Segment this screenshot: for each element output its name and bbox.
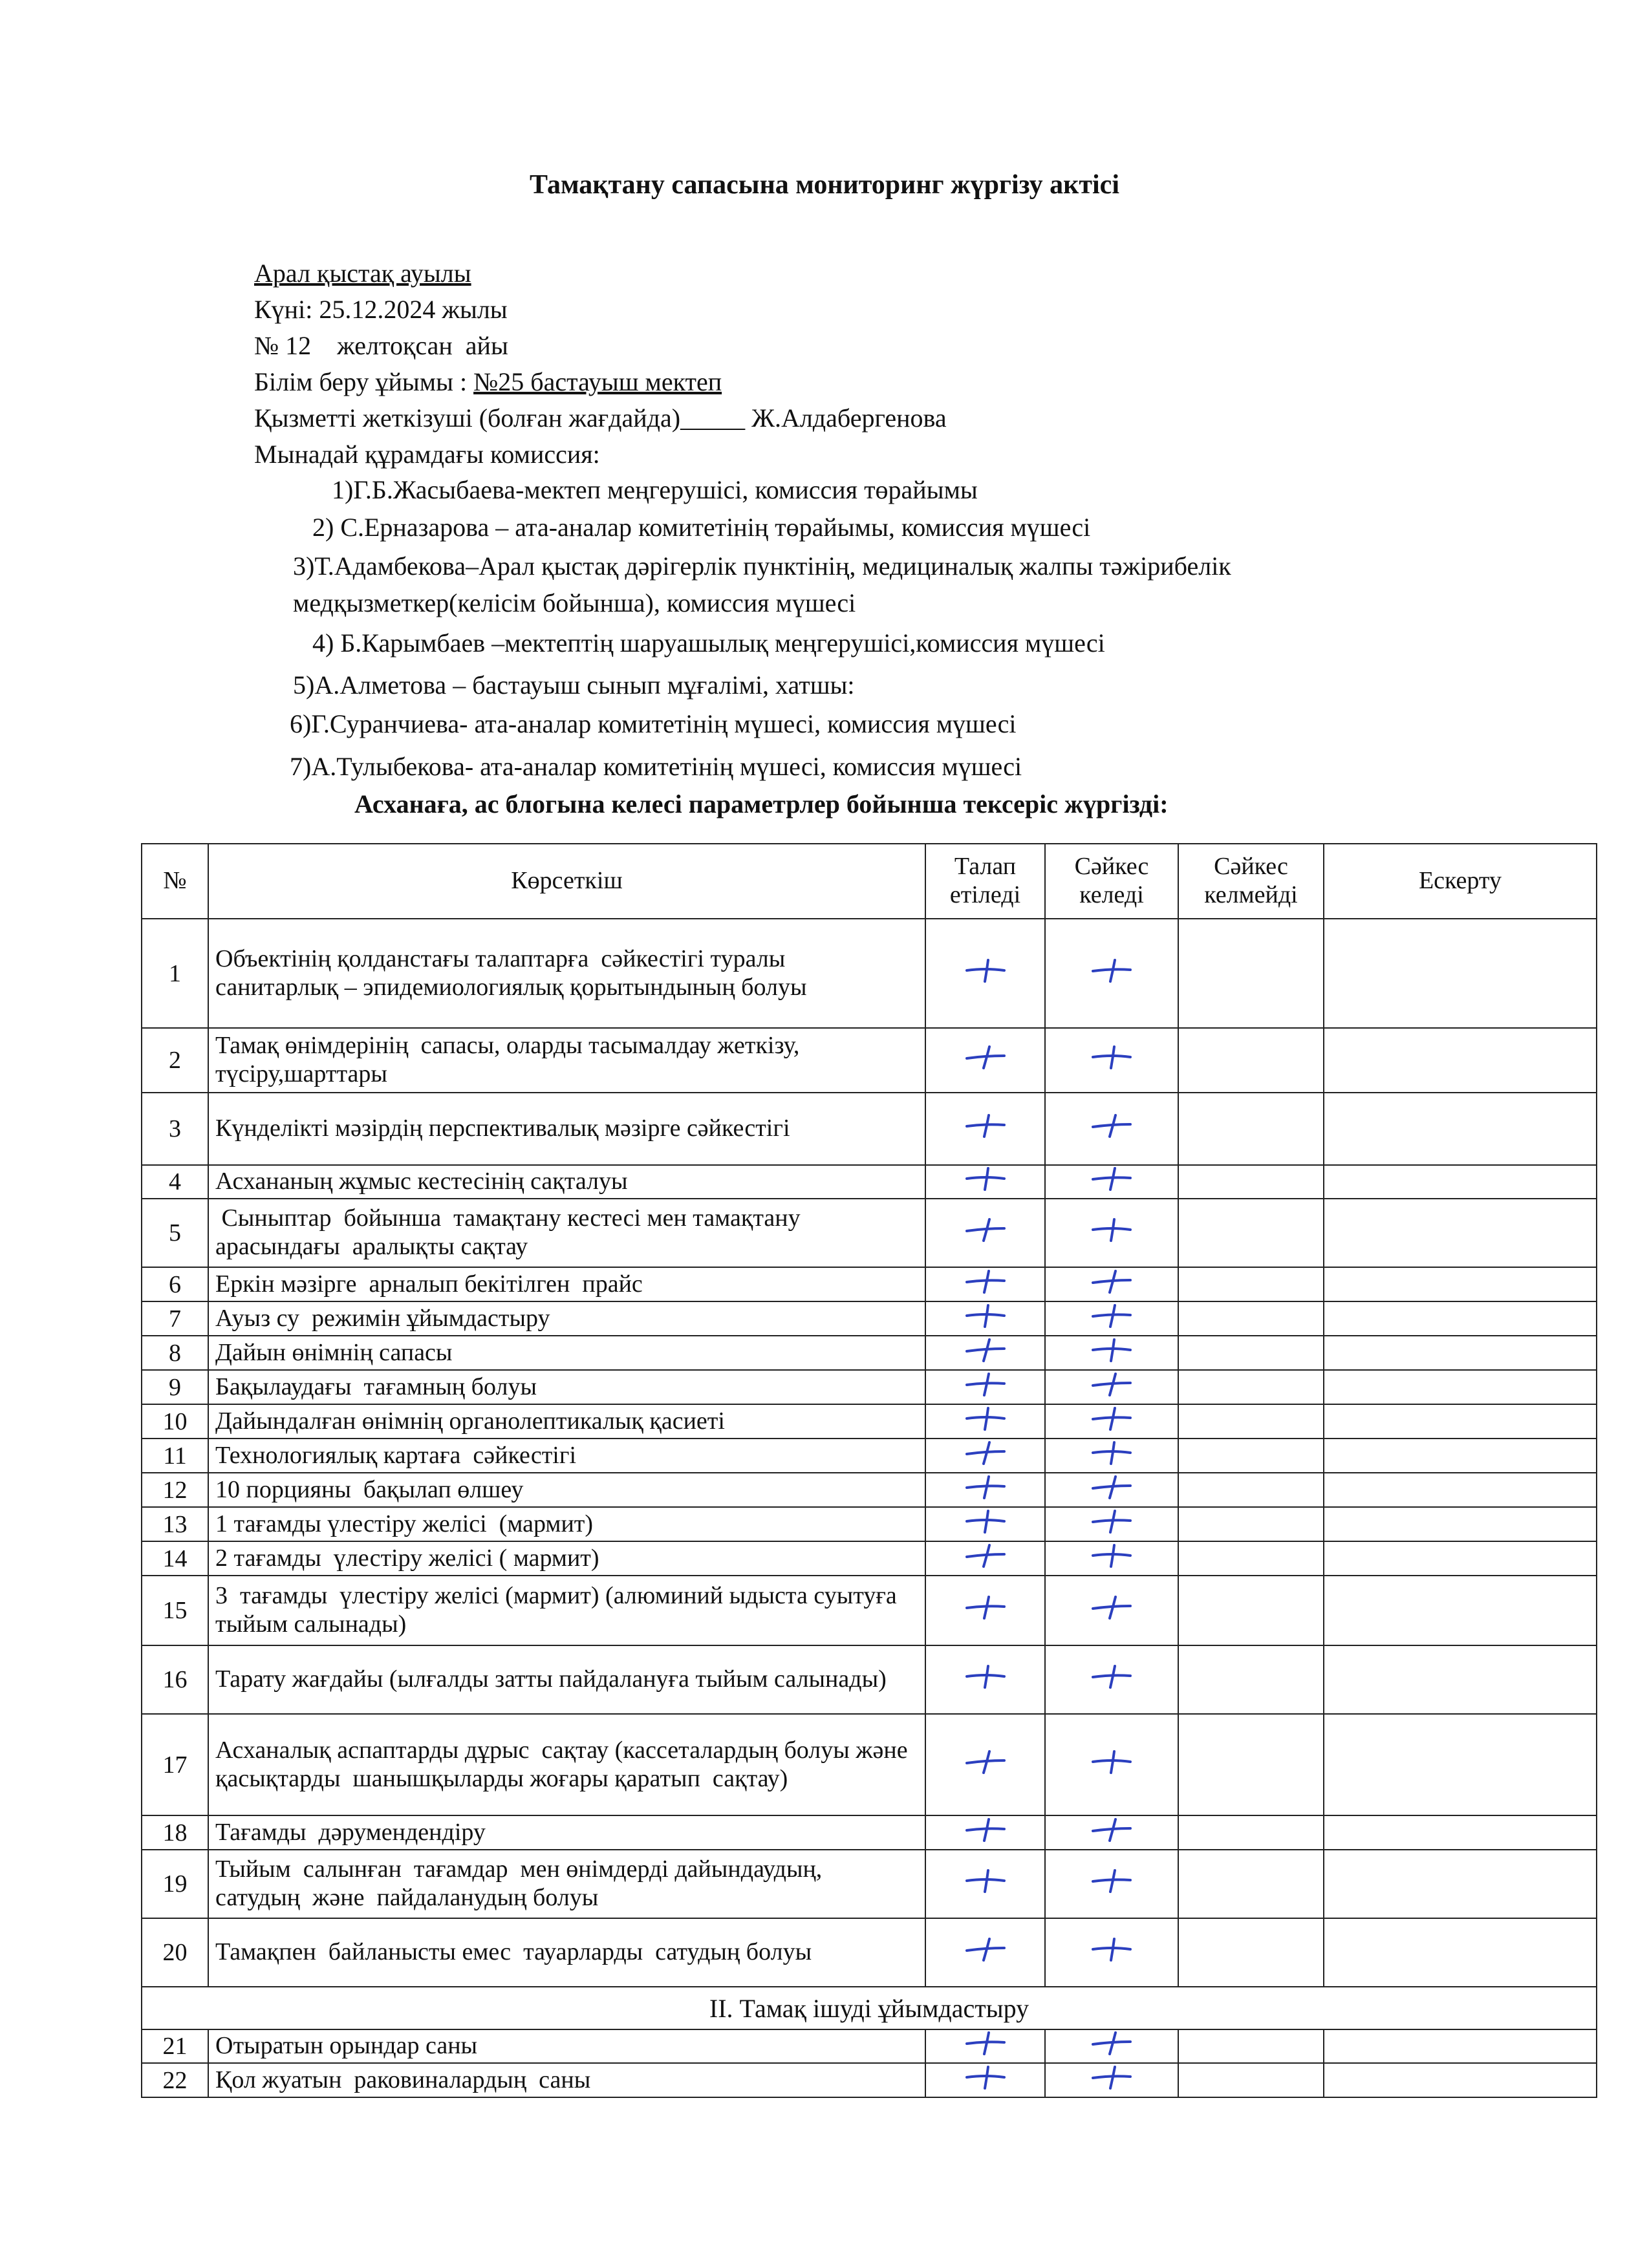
check-mark-icon (1089, 1664, 1134, 1689)
check-mark-icon (963, 957, 1008, 983)
table-row (142, 1439, 1597, 1473)
check-mark-icon (963, 1268, 1008, 1294)
inspection-table (141, 843, 1597, 2098)
compliant-mark-cell (1045, 1541, 1178, 1576)
note-cell (1324, 2063, 1597, 2097)
noncompliant-cell (1178, 1028, 1324, 1093)
check-mark-icon (963, 1594, 1008, 1620)
required-mark-cell (925, 1541, 1045, 1576)
noncompliant-cell (1178, 1850, 1324, 1918)
check-mark-icon (1089, 1303, 1134, 1329)
svg-text:+: + (1089, 1044, 1090, 1045)
note-cell (1324, 1576, 1597, 1645)
row-number: 7 (142, 1301, 208, 1336)
row-number: 2 (142, 1028, 208, 1093)
note-cell (1324, 2029, 1597, 2063)
row-indicator: Тамақпен байланысты емес тауарларды сатудың болуы (208, 1918, 925, 1987)
svg-text:+: + (962, 1336, 964, 1338)
commission-intro: Мынадай құрамдағы комиссия: (254, 440, 600, 469)
commission-member: 7)А.Тулыбекова- ата-аналар комитетінің мүшесі, комиссия мүшесі (290, 752, 1022, 781)
note-cell (1324, 1199, 1597, 1267)
check-mark-icon (1089, 1113, 1134, 1139)
compliant-mark-cell (1045, 2029, 1178, 2063)
note-cell (1324, 1645, 1597, 1714)
note-cell (1324, 1541, 1597, 1576)
svg-text:+: + (1089, 1473, 1090, 1475)
noncompliant-cell (1178, 1336, 1324, 1370)
row-number: 5 (142, 1199, 208, 1267)
required-mark-cell (925, 919, 1045, 1028)
note-cell (1324, 1918, 1597, 1987)
check-mark-icon (1089, 1749, 1134, 1775)
commission-member: медқызметкер(келісім бойынша), комиссия мүшесі (293, 588, 856, 617)
svg-text:+: + (1089, 1302, 1090, 1303)
check-mark-icon (963, 1474, 1008, 1500)
check-mark-icon (1089, 1337, 1134, 1363)
table-row (142, 1473, 1597, 1507)
table-row (142, 1541, 1597, 1576)
row-indicator: Бақылаудағы тағамның болуы (208, 1370, 925, 1404)
required-mark-cell (925, 1507, 1045, 1541)
check-mark-icon (1089, 1543, 1134, 1568)
check-mark-icon (1089, 1406, 1134, 1431)
header-note: Ескерту (1324, 844, 1597, 919)
row-number: 6 (142, 1267, 208, 1301)
svg-text:+: + (1089, 1371, 1090, 1372)
row-number: 1 (142, 919, 208, 1028)
noncompliant-cell (1178, 1815, 1324, 1850)
note-cell (1324, 1370, 1597, 1404)
svg-text:+: + (962, 1405, 964, 1406)
row-indicator: Күнделікті мәзірдің перспективалық мәзірге сәйкестігі (208, 1093, 925, 1165)
compliant-mark-cell (1045, 1714, 1178, 1815)
row-number: 16 (142, 1645, 208, 1714)
table-row (142, 1918, 1597, 1987)
compliant-mark-cell (1045, 2063, 1178, 2097)
check-mark-icon (963, 1868, 1008, 1894)
table-row (142, 1370, 1597, 1404)
note-cell (1324, 1301, 1597, 1336)
table-row (142, 919, 1597, 1028)
note-cell (1324, 1093, 1597, 1165)
svg-text:+: + (962, 2064, 964, 2065)
row-indicator: Дайын өнімнің сапасы (208, 1336, 925, 1370)
row-number: 14 (142, 1541, 208, 1576)
compliant-mark-cell (1045, 1507, 1178, 1541)
compliant-mark-cell (1045, 1370, 1178, 1404)
check-mark-icon (963, 1337, 1008, 1363)
required-mark-cell (925, 1028, 1045, 1093)
compliant-mark-cell (1045, 1336, 1178, 1370)
compliant-mark-cell (1045, 1404, 1178, 1439)
check-mark-icon (963, 1936, 1008, 1962)
noncompliant-cell (1178, 1165, 1324, 1199)
commission-member: 4) Б.Карымбаев –мектептің шаруашылық меңгерушісі,комиссия мүшесі (312, 628, 1105, 658)
svg-text:+: + (1089, 1508, 1090, 1509)
required-mark-cell (925, 1301, 1045, 1336)
row-indicator: Тарату жағдайы (ылғалды затты пайдалануға тыйым салынады) (208, 1645, 925, 1714)
commission-member: 1)Г.Б.Жасыбаева-мектеп меңгерушісі, комиссия төрайымы (332, 475, 978, 504)
check-mark-icon (1089, 1217, 1134, 1243)
table-row (142, 1093, 1597, 1165)
row-indicator: Технологиялық картаға сәйкестігі (208, 1439, 925, 1473)
table-row (142, 1815, 1597, 1850)
required-mark-cell (925, 1576, 1045, 1645)
required-mark-cell (925, 1267, 1045, 1301)
svg-text:+: + (962, 1439, 964, 1440)
svg-text:+: + (1089, 1439, 1090, 1440)
required-mark-cell (925, 2029, 1045, 2063)
check-mark-icon (1089, 1474, 1134, 1500)
svg-text:+: + (1089, 2030, 1090, 2031)
note-cell (1324, 1267, 1597, 1301)
svg-text:+: + (1089, 1816, 1090, 1817)
table-row (142, 1714, 1597, 1815)
row-indicator: Асханалық аспаптарды дұрыс сақтау (кассеталардың болуы және қасықтарды шанышқыларды жоғары қаратып сақтау) (208, 1714, 925, 1815)
svg-text:+: + (962, 1302, 964, 1303)
noncompliant-cell (1178, 2063, 1324, 2097)
table-row (142, 1028, 1597, 1093)
svg-text:+: + (962, 2030, 964, 2031)
note-cell (1324, 1028, 1597, 1093)
compliant-mark-cell (1045, 1815, 1178, 1850)
header-num: № (142, 844, 208, 919)
table-body-section-two (142, 2029, 1597, 2097)
table-row (142, 1645, 1597, 1714)
note-cell (1324, 1507, 1597, 1541)
compliant-mark-cell (1045, 1576, 1178, 1645)
required-mark-cell (925, 1439, 1045, 1473)
table-body-section-one (142, 919, 1597, 1987)
row-number: 17 (142, 1714, 208, 1815)
compliant-mark-cell (1045, 1301, 1178, 1336)
required-mark-cell (925, 1645, 1045, 1714)
inspection-line: Асханаға, ас блогына келесі параметрлер бойынша тексеріс жүргізді: (354, 789, 1169, 818)
check-mark-icon (963, 1303, 1008, 1329)
svg-text:+: + (1089, 1336, 1090, 1338)
note-cell (1324, 1404, 1597, 1439)
check-mark-icon (1089, 1594, 1134, 1620)
table-row (142, 1199, 1597, 1267)
svg-text:+: + (1089, 1542, 1090, 1543)
header-compliant: Сәйкес келеді (1045, 844, 1178, 919)
row-indicator: Еркін мәзірге арналып бекітілген прайс (208, 1267, 925, 1301)
row-indicator: Сыныптар бойынша тамақтану кестесі мен тамақтану арасындағы аралықты сақтау (208, 1199, 925, 1267)
compliant-mark-cell (1045, 1028, 1178, 1093)
required-mark-cell (925, 1714, 1045, 1815)
required-mark-cell (925, 1815, 1045, 1850)
row-indicator: Асхананың жұмыс кестесінің сақталуы (208, 1165, 925, 1199)
svg-text:+: + (1089, 1268, 1090, 1269)
row-number: 4 (142, 1165, 208, 1199)
row-indicator: 1 тағамды үлестіру желісі (мармит) (208, 1507, 925, 1541)
check-mark-icon (1089, 1371, 1134, 1397)
svg-text:+: + (962, 957, 964, 958)
compliant-mark-cell (1045, 1473, 1178, 1507)
required-mark-cell (925, 2063, 1045, 2097)
row-indicator: 3 тағамды үлестіру желісі (мармит) (алюминий ыдыста суытуға тыйым салынады) (208, 1576, 925, 1645)
check-mark-icon (963, 2064, 1008, 2090)
table-row (142, 1165, 1597, 1199)
compliant-mark-cell (1045, 1093, 1178, 1165)
svg-text:+: + (962, 1044, 964, 1045)
row-indicator: 10 порцияны бақылап өлшеу (208, 1473, 925, 1507)
svg-text:+: + (1089, 1748, 1090, 1749)
svg-text:+: + (962, 1816, 964, 1817)
row-indicator: Ауыз су режимін ұйымдастыру (208, 1301, 925, 1336)
row-number: 12 (142, 1473, 208, 1507)
commission-member: 3)Т.Адамбекова–Арал қыстақ дәрігерлік пунктінің, медициналық жалпы тәжірибелік (293, 551, 1231, 581)
note-cell (1324, 1815, 1597, 1850)
check-mark-icon (963, 1406, 1008, 1431)
required-mark-cell (925, 1918, 1045, 1987)
noncompliant-cell (1178, 1918, 1324, 1987)
row-indicator: Отыратын орындар саны (208, 2029, 925, 2063)
check-mark-icon (1089, 1268, 1134, 1294)
noncompliant-cell (1178, 1370, 1324, 1404)
check-mark-icon (1089, 1817, 1134, 1843)
row-number: 11 (142, 1439, 208, 1473)
row-number: 21 (142, 2029, 208, 2063)
row-number: 22 (142, 2063, 208, 2097)
table-row (142, 1336, 1597, 1370)
svg-text:+: + (962, 1594, 964, 1595)
row-number: 20 (142, 1918, 208, 1987)
note-cell (1324, 1714, 1597, 1815)
number-line: № 12 желтоқсан айы (254, 331, 508, 360)
compliant-mark-cell (1045, 919, 1178, 1028)
noncompliant-cell (1178, 1093, 1324, 1165)
commission-member: 6)Г.Суранчиева- ата-аналар комитетінің мүшесі, комиссия мүшесі (290, 709, 1017, 738)
table-row (142, 1267, 1597, 1301)
note-cell (1324, 1165, 1597, 1199)
row-number: 3 (142, 1093, 208, 1165)
org-line (254, 369, 722, 395)
svg-text:+: + (1089, 1936, 1090, 1937)
village-name: Арал қыстақ ауылы (254, 259, 471, 288)
required-mark-cell (925, 1370, 1045, 1404)
section-two-title: ІІ. Тамақ ішуді ұйымдастыру (142, 1987, 1597, 2029)
row-indicator: Тамақ өнімдерінің сапасы, оларды тасымалдау жеткізу, түсіру,шарттары (208, 1028, 925, 1093)
row-number: 13 (142, 1507, 208, 1541)
noncompliant-cell (1178, 1714, 1324, 1815)
check-mark-icon (1089, 1044, 1134, 1070)
note-cell (1324, 1473, 1597, 1507)
svg-text:+: + (962, 1473, 964, 1475)
row-indicator: Дайындалған өнімнің органолептикалық қасиеті (208, 1404, 925, 1439)
check-mark-icon (1089, 2030, 1134, 2056)
row-number: 9 (142, 1370, 208, 1404)
noncompliant-cell (1178, 1267, 1324, 1301)
note-cell (1324, 1850, 1597, 1918)
supplier-line: Қызметті жеткізуші (болған жағдайда)_____ Ж.Алдабергенова (254, 403, 947, 433)
note-cell (1324, 919, 1597, 1028)
commission-member: 2) С.Ерназарова – ата-аналар комитетінің төрайымы, комиссия мүшесі (312, 513, 1091, 542)
check-mark-icon (963, 1543, 1008, 1568)
noncompliant-cell (1178, 919, 1324, 1028)
row-number: 15 (142, 1576, 208, 1645)
check-mark-icon (963, 1217, 1008, 1243)
check-mark-icon (963, 2030, 1008, 2056)
check-mark-icon (963, 1044, 1008, 1070)
svg-text:+: + (962, 1371, 964, 1372)
noncompliant-cell (1178, 1541, 1324, 1576)
compliant-mark-cell (1045, 1918, 1178, 1987)
check-mark-icon (963, 1664, 1008, 1689)
check-mark-icon (963, 1166, 1008, 1192)
table-row (142, 1404, 1597, 1439)
svg-text:+: + (962, 1508, 964, 1509)
svg-text:+: + (1089, 1594, 1090, 1595)
svg-text:+: + (1089, 2064, 1090, 2065)
header-indicator: Көрсеткіш (208, 844, 925, 919)
header-required: Талап етіледі (925, 844, 1045, 919)
required-mark-cell (925, 1850, 1045, 1918)
row-number: 18 (142, 1815, 208, 1850)
document-title: Тамақтану сапасына мониторинг жүргізу актісі (530, 170, 1119, 200)
row-number: 10 (142, 1404, 208, 1439)
compliant-mark-cell (1045, 1439, 1178, 1473)
compliant-mark-cell (1045, 1645, 1178, 1714)
required-mark-cell (925, 1165, 1045, 1199)
check-mark-icon (963, 1508, 1008, 1534)
noncompliant-cell (1178, 1645, 1324, 1714)
row-indicator: 2 тағамды үлестіру желісі ( мармит) (208, 1541, 925, 1576)
svg-text:+: + (962, 1936, 964, 1937)
table-header-row (142, 844, 1597, 919)
row-indicator: Қол жуатын раковиналардың саны (208, 2063, 925, 2097)
svg-text:+: + (1089, 957, 1090, 958)
date-line: Күні: 25.12.2024 жылы (254, 295, 508, 324)
required-mark-cell (925, 1473, 1045, 1507)
row-indicator: Тағамды дәрумендендіру (208, 1815, 925, 1850)
row-indicator: Объектінің қолданстағы талаптарға сәйкестігі туралы санитарлық – эпидемиологиялық қорытындының болуы (208, 919, 925, 1028)
required-mark-cell (925, 1093, 1045, 1165)
noncompliant-cell (1178, 1576, 1324, 1645)
noncompliant-cell (1178, 1473, 1324, 1507)
compliant-mark-cell (1045, 1165, 1178, 1199)
svg-text:+: + (1089, 1405, 1090, 1406)
check-mark-icon (963, 1440, 1008, 1466)
note-cell (1324, 1336, 1597, 1370)
check-mark-icon (963, 1371, 1008, 1397)
compliant-mark-cell (1045, 1199, 1178, 1267)
noncompliant-cell (1178, 1301, 1324, 1336)
noncompliant-cell (1178, 1199, 1324, 1267)
section-two-row (142, 1987, 1597, 2029)
svg-text:+: + (962, 1542, 964, 1543)
compliant-mark-cell (1045, 1850, 1178, 1918)
commission-member: 5)А.Алметова – бастауыш сынып мұғалімі, хатшы: (293, 670, 855, 700)
noncompliant-cell (1178, 1439, 1324, 1473)
table-row (142, 1301, 1597, 1336)
row-number: 8 (142, 1336, 208, 1370)
required-mark-cell (925, 1404, 1045, 1439)
check-mark-icon (963, 1817, 1008, 1843)
check-mark-icon (1089, 957, 1134, 983)
header-noncompliant: Сәйкес келмейді (1178, 844, 1324, 919)
note-cell (1324, 1439, 1597, 1473)
table-row (142, 2029, 1597, 2063)
noncompliant-cell (1178, 2029, 1324, 2063)
check-mark-icon (1089, 2064, 1134, 2090)
required-mark-cell (925, 1199, 1045, 1267)
table-row (142, 1576, 1597, 1645)
org-label: Білім беру ұйымы : (254, 367, 474, 396)
table-body-section-two-header (142, 1987, 1597, 2029)
svg-text:+: + (962, 1268, 964, 1269)
check-mark-icon (1089, 1166, 1134, 1192)
table-row (142, 1850, 1597, 1918)
row-indicator: Тыйым салынған тағамдар мен өнімдерді дайындаудың, сатудың және пайдаланудың болуы (208, 1850, 925, 1918)
org-value: №25 бастауыш мектеп (473, 367, 722, 396)
required-mark-cell (925, 1336, 1045, 1370)
compliant-mark-cell (1045, 1267, 1178, 1301)
table-row (142, 1507, 1597, 1541)
check-mark-icon (963, 1749, 1008, 1775)
noncompliant-cell (1178, 1507, 1324, 1541)
check-mark-icon (1089, 1440, 1134, 1466)
row-number: 19 (142, 1850, 208, 1918)
table-row (142, 2063, 1597, 2097)
noncompliant-cell (1178, 1404, 1324, 1439)
check-mark-icon (1089, 1936, 1134, 1962)
svg-text:+: + (962, 1748, 964, 1749)
check-mark-icon (1089, 1508, 1134, 1534)
check-mark-icon (1089, 1868, 1134, 1894)
check-mark-icon (963, 1113, 1008, 1139)
